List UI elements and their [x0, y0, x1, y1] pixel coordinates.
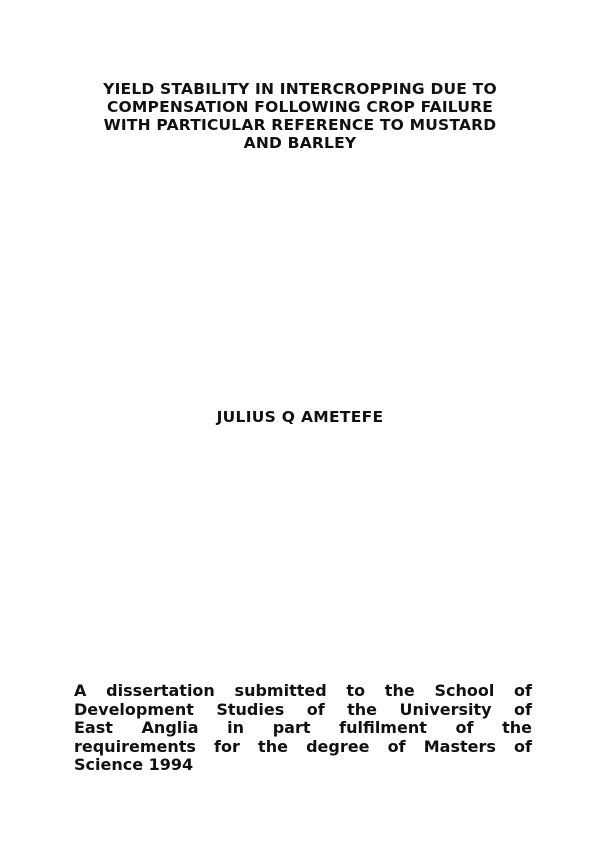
- statement-line: requirements for the degree of Masters of: [74, 736, 532, 756]
- title-line: AND BARLEY: [243, 134, 357, 152]
- title-line: COMPENSATION FOLLOWING CROP FAILURE: [106, 98, 494, 116]
- submission-statement: [74, 682, 532, 775]
- dissertation-title: [70, 80, 530, 152]
- statement-line: A dissertation submitted to the School of: [74, 681, 532, 700]
- title-line: WITH PARTICULAR REFERENCE TO MUSTARD: [103, 116, 497, 134]
- title-line: YIELD STABILITY IN INTERCROPPING DUE TO: [103, 80, 497, 98]
- statement-line: Science 1994: [74, 755, 194, 774]
- statement-line: Development Studies of the University of: [74, 699, 532, 719]
- author-name: JULIUS Q AMETEFE: [216, 408, 384, 426]
- statement-line: East Anglia in part fulfilment of the: [74, 718, 532, 737]
